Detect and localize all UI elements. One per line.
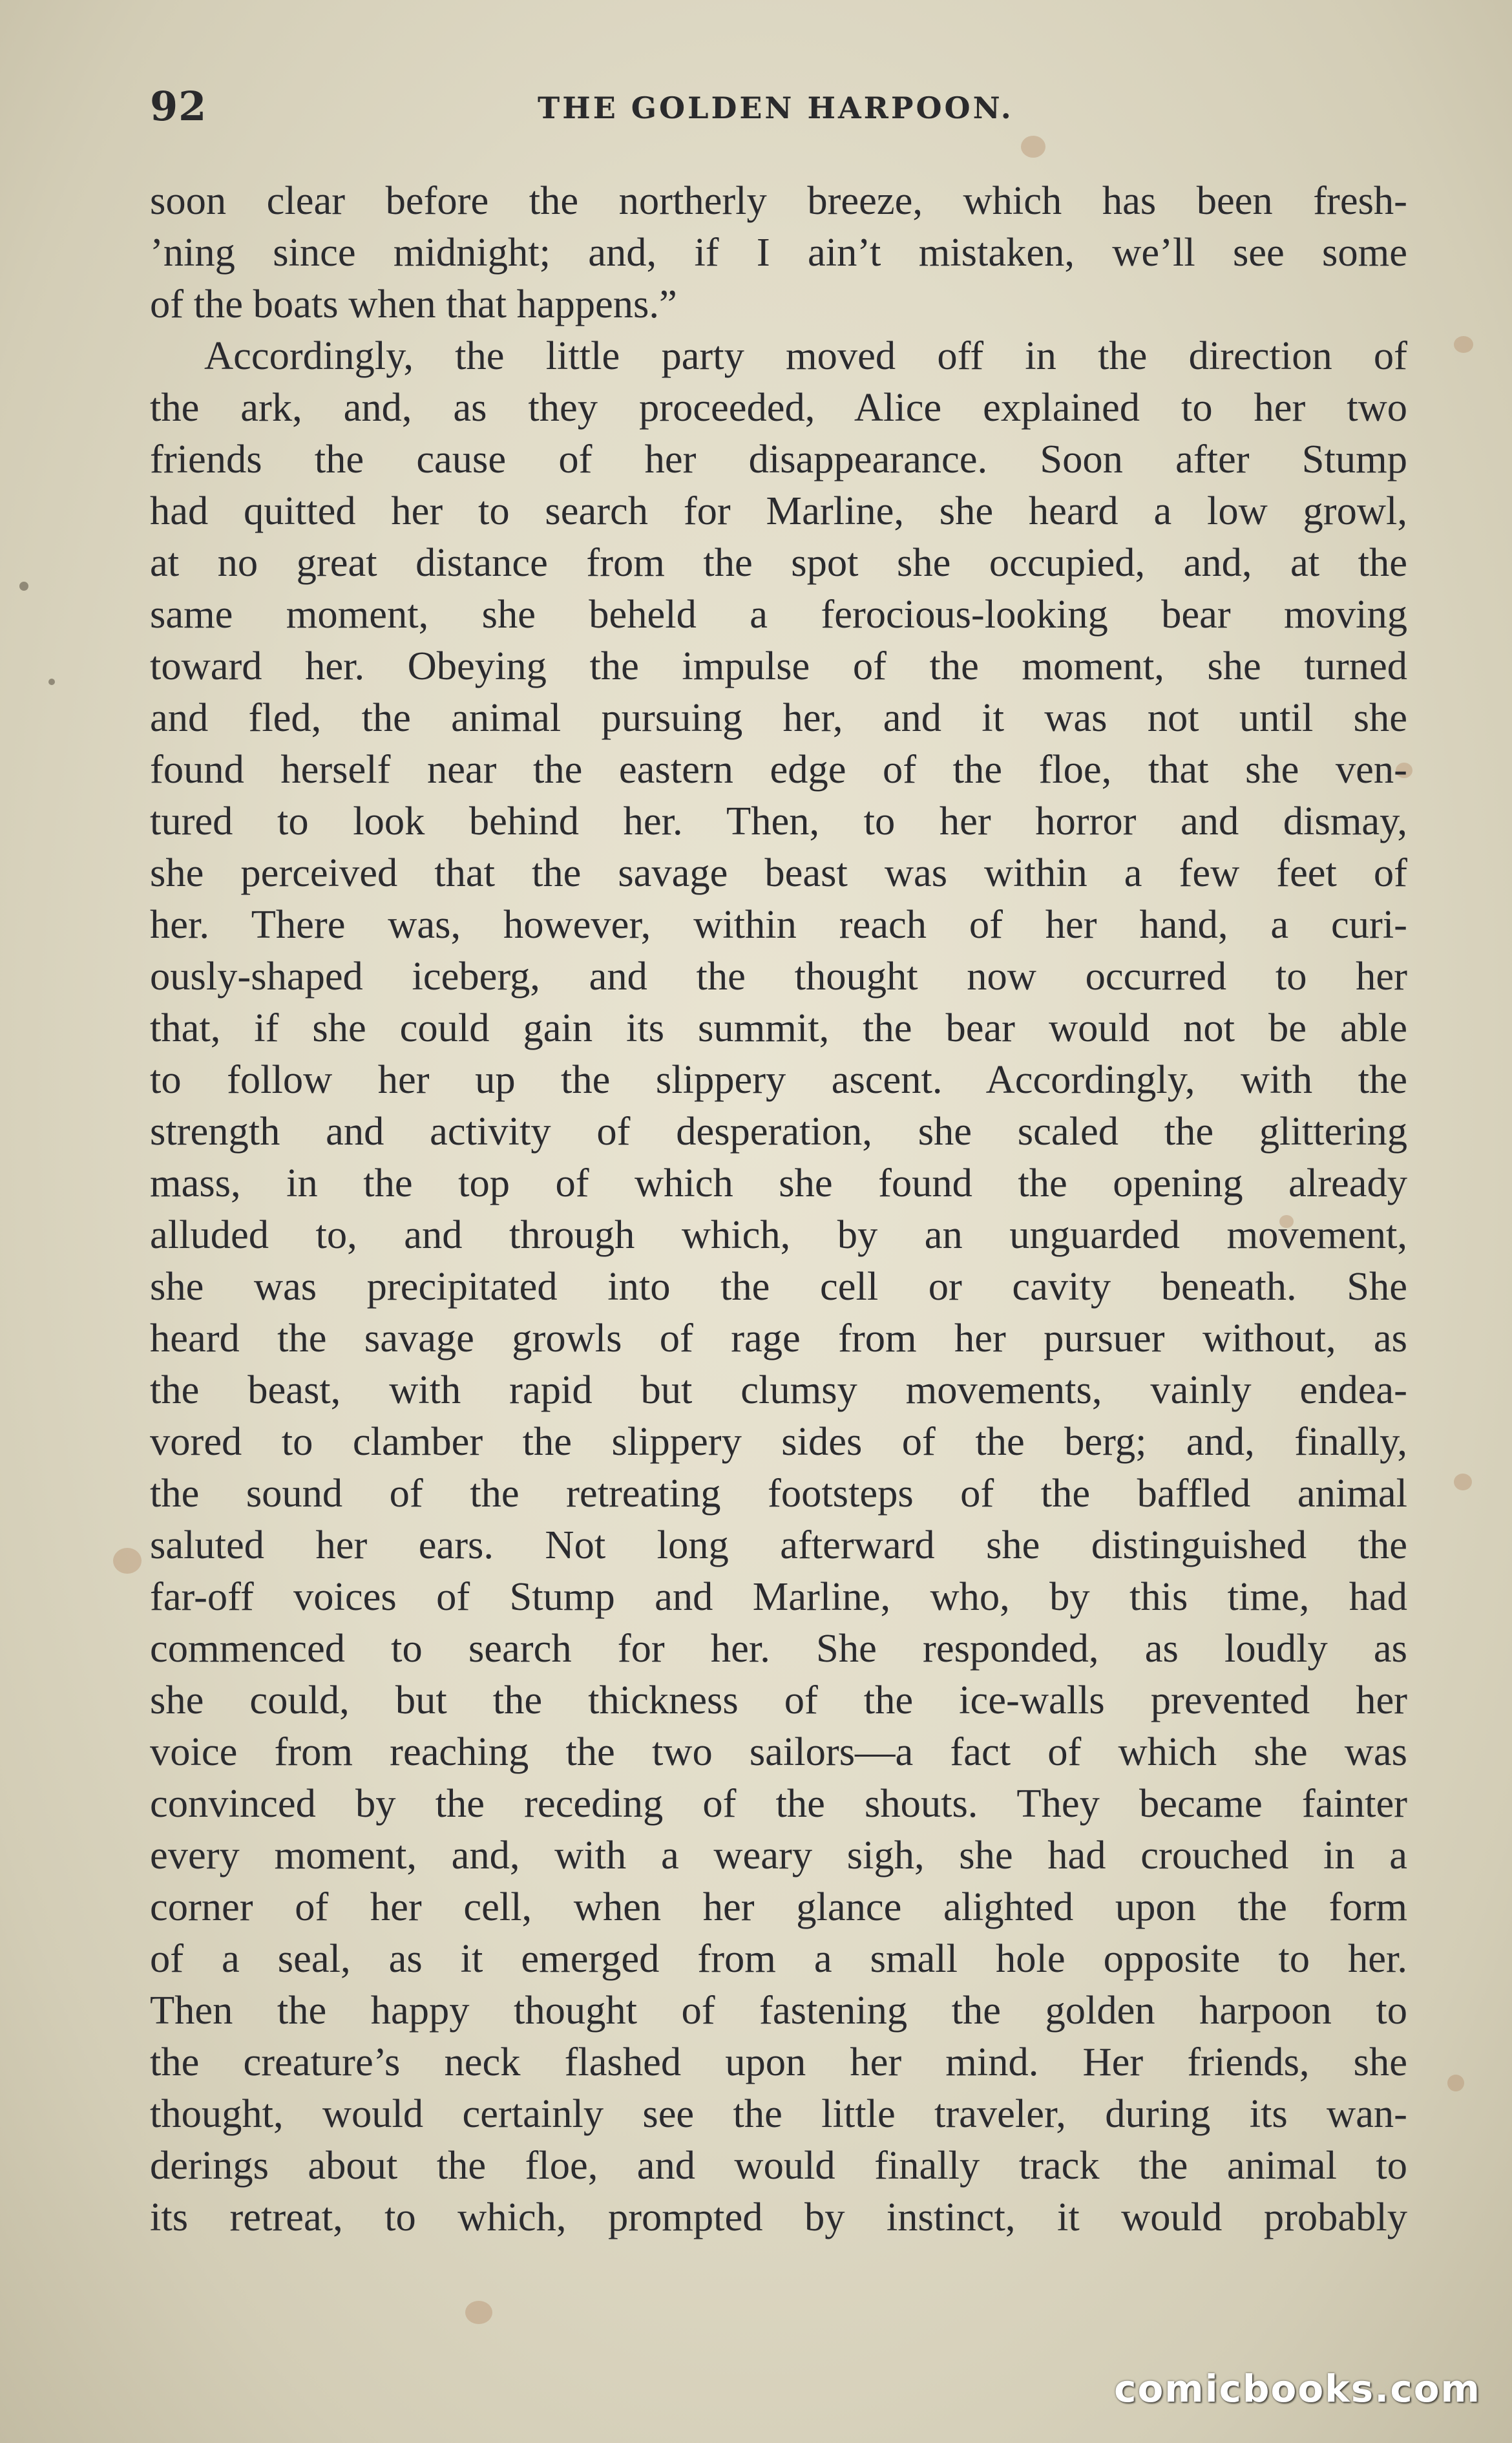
text-line: commenced to search for her. She responded, as loudly as (150, 1625, 1407, 1671)
text-line: and fled, the animal pursuing her, and it was not until she (150, 695, 1407, 740)
text-line: found herself near the eastern edge of the floe, that she ven- (150, 746, 1407, 792)
foxing-spot (1447, 2075, 1464, 2091)
running-title: THE GOLDEN HARPOON. (538, 90, 1014, 125)
text-line: voice from reaching the two sailors—a fact of which she was (150, 1729, 1407, 1774)
text-line: at no great distance from the spot she occupied, and, at the (150, 540, 1407, 585)
text-line: had quitted her to search for Marline, she heard a low growl, (150, 488, 1407, 533)
text-line: of the boats when that happens.” (150, 281, 677, 326)
text-line: alluded to, and through which, by an unguarded movement, (150, 1212, 1407, 1257)
foxing-spot (113, 1548, 142, 1574)
foxing-spot (465, 2301, 492, 2324)
text-line: the creature’s neck flashed upon her mind. Her friends, she (150, 2039, 1407, 2084)
text-line: convinced by the receding of the shouts. They became fainter (150, 1781, 1407, 1826)
text-line: vored to clamber the slippery sides of the berg; and, finally, (150, 1419, 1407, 1464)
foxing-spot (1021, 136, 1045, 158)
text-line: ’ning since midnight; and, if I ain’t mistaken, we’ll see some (150, 229, 1407, 275)
text-line: she was precipitated into the cell or cavity beneath. She (150, 1264, 1407, 1309)
text-line: saluted her ears. Not long afterward she distinguished the (150, 1522, 1407, 1567)
source-watermark: comicbooks.com (1114, 2367, 1481, 2411)
text-line: that, if she could gain its summit, the bear would not be able (150, 1005, 1407, 1050)
page-header (150, 83, 1410, 134)
page-number: 92 (150, 83, 207, 130)
text-line: toward her. Obeying the impulse of the moment, she turned (150, 643, 1407, 688)
body-text (150, 174, 1407, 2243)
foxing-spot (19, 582, 28, 591)
text-line: Then the happy thought of fastening the golden harpoon to (150, 1987, 1407, 2033)
foxing-spot (1454, 336, 1473, 353)
text-line: Accordingly, the little party moved off in the direction of (204, 333, 1407, 378)
text-line: mass, in the top of which she found the opening already (150, 1160, 1407, 1205)
text-line: tured to look behind her. Then, to her horror and dismay, (150, 798, 1407, 843)
text-line: she perceived that the savage beast was within a few feet of (150, 850, 1407, 895)
text-line: strength and activity of desperation, she scaled the glittering (150, 1108, 1407, 1154)
text-line: the sound of the retreating footsteps of the baffled animal (150, 1470, 1407, 1516)
text-line: derings about the floe, and would finally track the animal to (150, 2142, 1407, 2188)
text-line: heard the savage growls of rage from her pursuer without, as (150, 1315, 1407, 1360)
text-line: far-off voices of Stump and Marline, who, by this time, had (150, 1574, 1407, 1619)
foxing-spot (48, 679, 55, 685)
text-line: the beast, with rapid but clumsy movements, vainly endea- (150, 1367, 1407, 1412)
text-line: friends the cause of her disappearance. Soon after Stump (150, 436, 1407, 481)
text-line: its retreat, to which, prompted by instinct, it would probably (150, 2194, 1407, 2239)
foxing-spot (1454, 1474, 1472, 1490)
text-line: corner of her cell, when her glance alighted upon the form (150, 1884, 1407, 1929)
text-line: same moment, she beheld a ferocious-looking bear moving (150, 591, 1407, 637)
text-line: ously-shaped iceberg, and the thought now occurred to her (150, 953, 1407, 999)
text-line: soon clear before the northerly breeze, which has been fresh- (150, 178, 1407, 223)
text-line: her. There was, however, within reach of her hand, a curi- (150, 902, 1407, 947)
text-line: of a seal, as it emerged from a small hole opposite to her. (150, 1936, 1407, 1981)
text-line: the ark, and, as they proceeded, Alice explained to her two (150, 385, 1407, 430)
text-line: she could, but the thickness of the ice-walls prevented her (150, 1677, 1407, 1722)
text-line: every moment, and, with a weary sigh, she had crouched in a (150, 1832, 1407, 1877)
text-line: to follow her up the slippery ascent. Accordingly, with the (150, 1057, 1407, 1102)
text-line: thought, would certainly see the little traveler, during its wan- (150, 2091, 1407, 2136)
